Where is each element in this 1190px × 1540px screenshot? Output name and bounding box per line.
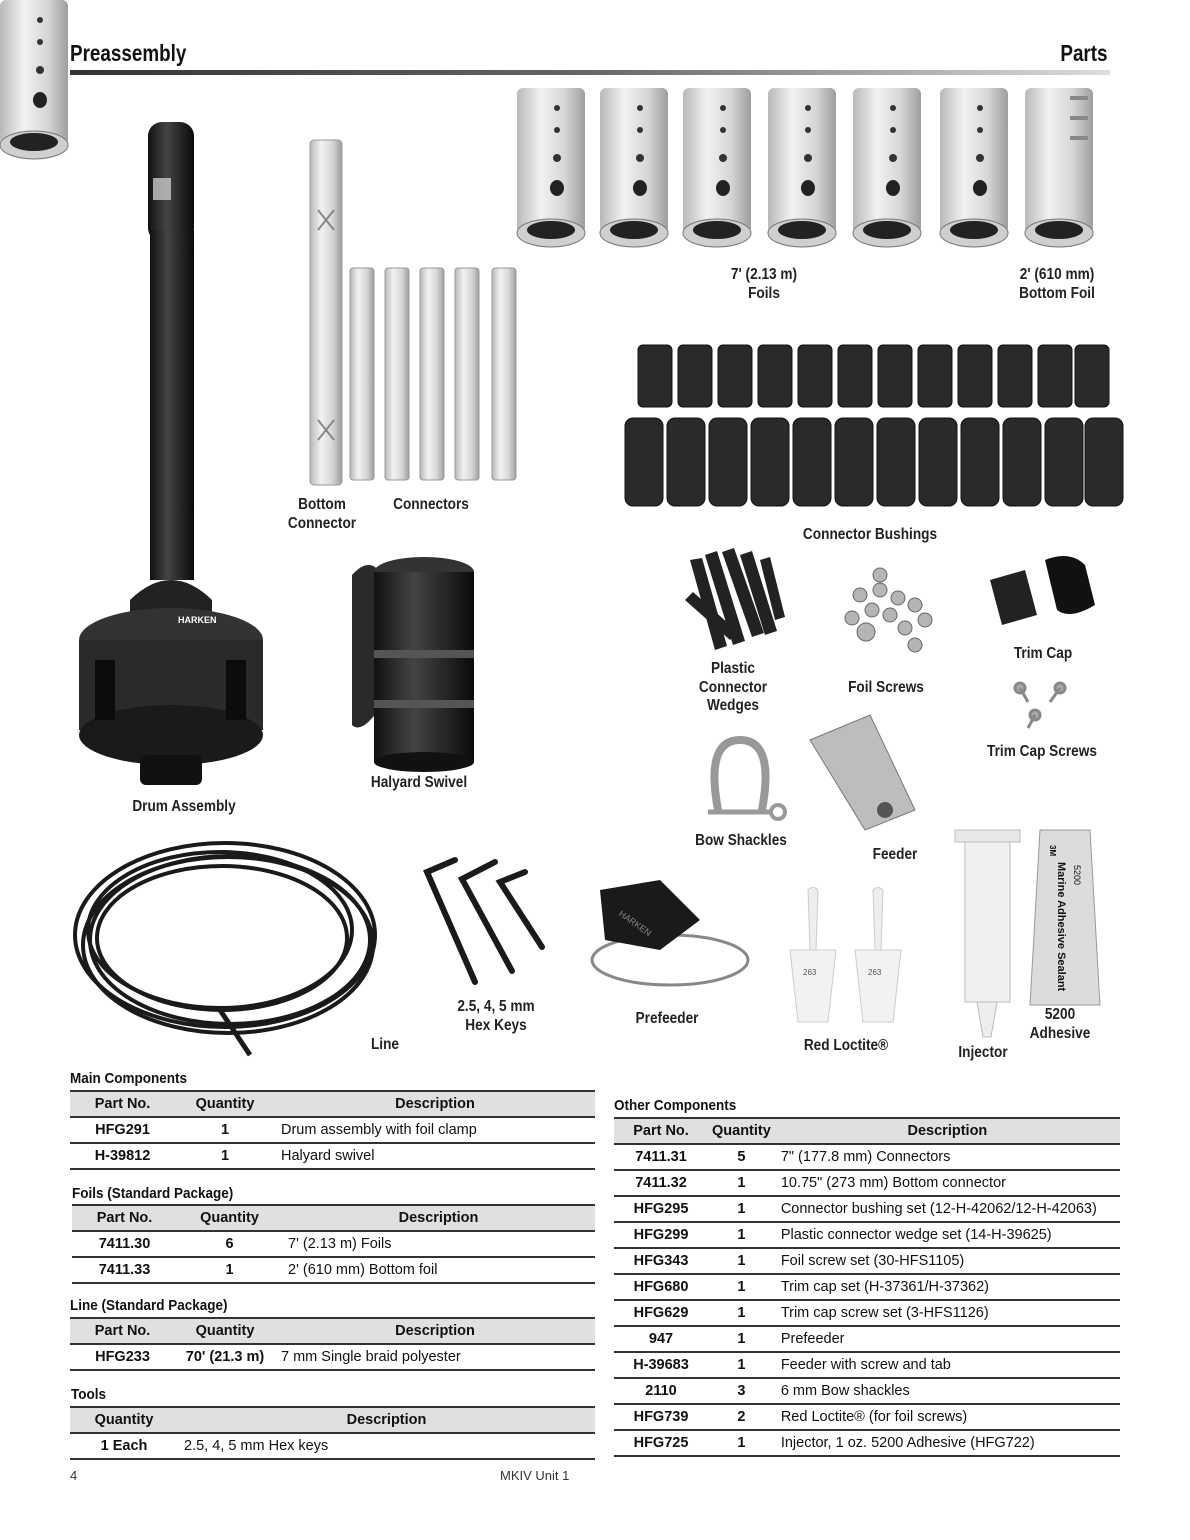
tube-code-text: 5200	[1072, 865, 1082, 886]
label-prefeeder: Prefeeder	[635, 1010, 699, 1027]
quantity-cell: 1	[177, 1257, 282, 1283]
trim-cap-screws-image	[1015, 683, 1065, 728]
label-trim-cap: Trim Cap	[1013, 645, 1073, 662]
table-row	[70, 1433, 595, 1459]
label-foil-screws: Foil Screws	[848, 679, 924, 696]
label-drum-assembly: Drum Assembly	[132, 798, 236, 815]
page-category: Parts	[1060, 40, 1108, 66]
quantity-cell: 5	[708, 1144, 775, 1170]
quantity-cell: 1	[175, 1143, 275, 1169]
part-no-cell: HFG291	[70, 1117, 175, 1143]
col-description: Description	[275, 1318, 595, 1344]
drum-brand-text: HARKEN	[178, 615, 217, 625]
description-cell: 6 mm Bow shackles	[775, 1378, 1120, 1404]
quantity-cell: 6	[177, 1231, 282, 1257]
table-row	[72, 1231, 595, 1257]
col-quantity: Quantity	[70, 1407, 178, 1433]
foil-screws-image	[845, 568, 932, 652]
description-cell: 2' (610 mm) Bottom foil	[282, 1257, 595, 1283]
table-header-row	[614, 1118, 1120, 1144]
table-row	[614, 1222, 1120, 1248]
description-cell: Drum assembly with foil clamp	[275, 1117, 595, 1143]
table-row	[70, 1143, 595, 1169]
table-row	[70, 1117, 595, 1143]
injector-image	[955, 830, 1020, 1037]
loctite-code-text-2: 263	[868, 968, 882, 977]
description-cell: 7' (2.13 m) Foils	[282, 1231, 595, 1257]
table-row	[614, 1378, 1120, 1404]
col-description: Description	[275, 1091, 595, 1117]
part-no-cell: H-39683	[614, 1352, 708, 1378]
part-no-cell: 7411.31	[614, 1144, 708, 1170]
prefeeder-brand-text: HARKEN	[616, 908, 654, 939]
quantity-cell: 2	[708, 1404, 775, 1430]
part-no-cell: HFG295	[614, 1196, 708, 1222]
description-cell: 7 mm Single braid polyester	[275, 1344, 595, 1370]
table-header-row	[70, 1318, 595, 1344]
quantity-cell: 1	[708, 1196, 775, 1222]
feeder-image	[810, 715, 915, 830]
table-row	[614, 1170, 1120, 1196]
quantity-cell: 1	[175, 1117, 275, 1143]
table-row	[614, 1430, 1120, 1456]
part-no-cell: HFG629	[614, 1300, 708, 1326]
label-bottom-foil: 2' (610 mm) Bottom Foil	[1019, 266, 1095, 302]
main-components-table	[70, 1090, 595, 1170]
quantity-cell: 1	[708, 1274, 775, 1300]
table-row	[614, 1248, 1120, 1274]
part-no-cell: 7411.30	[72, 1231, 177, 1257]
hex-keys-image	[427, 860, 542, 982]
col-part-no: Part No.	[70, 1318, 175, 1344]
col-quantity: Quantity	[177, 1205, 282, 1231]
tools-title: Tools	[71, 1386, 107, 1403]
col-description: Description	[282, 1205, 595, 1231]
description-cell: Trim cap set (H-37361/H-37362)	[775, 1274, 1120, 1300]
label-adhesive: 5200 Adhesive	[1029, 1006, 1091, 1042]
label-bow-shackles: Bow Shackles	[695, 832, 787, 849]
quantity-cell: 1 Each	[70, 1433, 178, 1459]
part-no-cell: HFG739	[614, 1404, 708, 1430]
label-halyard-swivel: Halyard Swivel	[370, 774, 468, 791]
table-row	[614, 1196, 1120, 1222]
col-description: Description	[178, 1407, 595, 1433]
label-hex-keys: 2.5, 4, 5 mm Hex Keys	[457, 998, 535, 1034]
table-header-row	[70, 1407, 595, 1433]
other-components-title: Other Components	[614, 1097, 737, 1114]
table-header-row	[70, 1091, 595, 1117]
quantity-cell: 1	[708, 1326, 775, 1352]
other-components-table	[614, 1117, 1120, 1457]
label-bottom-connector: Bottom Connector	[287, 496, 357, 532]
table-header-row	[72, 1205, 595, 1231]
quantity-cell: 1	[708, 1352, 775, 1378]
connectors-image	[310, 140, 516, 485]
description-cell: Trim cap screw set (3-HFS1126)	[775, 1300, 1120, 1326]
description-cell: Foil screw set (30-HFS1105)	[775, 1248, 1120, 1274]
label-injector: Injector	[958, 1044, 1008, 1061]
part-no-cell: H-39812	[70, 1143, 175, 1169]
unit-label: MKIV Unit 1	[500, 1468, 570, 1483]
description-cell: Halyard swivel	[275, 1143, 595, 1169]
label-connectors: Connectors	[393, 496, 469, 513]
label-wedges: Plastic Connector Wedges	[698, 660, 768, 714]
part-no-cell: 7411.32	[614, 1170, 708, 1196]
quantity-cell: 3	[708, 1378, 775, 1404]
description-cell: Feeder with screw and tab	[775, 1352, 1120, 1378]
description-cell: Plastic connector wedge set (14-H-39625)	[775, 1222, 1120, 1248]
quantity-cell: 1	[708, 1430, 775, 1456]
col-description: Description	[775, 1118, 1120, 1144]
quantity-cell: 70' (21.3 m)	[175, 1344, 275, 1370]
bow-shackle-image	[708, 740, 785, 819]
tube-text: Marine Adhesive Sealant	[1055, 862, 1067, 992]
label-connector-bushings: Connector Bushings	[802, 526, 938, 543]
label-trim-cap-screws: Trim Cap Screws	[987, 743, 1097, 760]
part-no-cell: 7411.33	[72, 1257, 177, 1283]
table-row	[614, 1300, 1120, 1326]
col-part-no: Part No.	[614, 1118, 708, 1144]
tools-table	[70, 1406, 595, 1460]
line-package-table	[70, 1317, 595, 1371]
description-cell: Red Loctite® (for foil screws)	[775, 1404, 1120, 1430]
adhesive-tube-image	[1030, 830, 1100, 1005]
quantity-cell: 1	[708, 1170, 775, 1196]
line-package-title: Line (Standard Package)	[70, 1297, 228, 1314]
quantity-cell: 1	[708, 1222, 775, 1248]
part-no-cell: HFG233	[70, 1344, 175, 1370]
table-row	[614, 1326, 1120, 1352]
col-part-no: Part No.	[70, 1091, 175, 1117]
col-quantity: Quantity	[175, 1318, 275, 1344]
part-no-cell: HFG343	[614, 1248, 708, 1274]
label-foils: 7' (2.13 m) Foils	[730, 266, 798, 302]
description-cell: 10.75" (273 mm) Bottom connector	[775, 1170, 1120, 1196]
foils-package-title: Foils (Standard Package)	[72, 1185, 234, 1202]
table-row	[614, 1144, 1120, 1170]
line-coil-image	[75, 843, 375, 1055]
section-title: Preassembly	[70, 40, 187, 66]
description-cell: Prefeeder	[775, 1326, 1120, 1352]
part-no-cell: HFG299	[614, 1222, 708, 1248]
drum-assembly-image	[79, 122, 263, 785]
prefeeder-image	[592, 880, 748, 985]
part-no-cell: HFG725	[614, 1430, 708, 1456]
loctite-code-text-1: 263	[803, 968, 817, 977]
description-cell: 7" (177.8 mm) Connectors	[775, 1144, 1120, 1170]
wedges-image	[685, 548, 785, 650]
part-no-cell: 2110	[614, 1378, 708, 1404]
table-row	[614, 1352, 1120, 1378]
label-line: Line	[370, 1036, 400, 1053]
main-components-title: Main Components	[70, 1070, 187, 1087]
part-no-cell: 947	[614, 1326, 708, 1352]
table-row	[614, 1404, 1120, 1430]
foils-package-table	[72, 1204, 595, 1284]
halyard-swivel-image	[352, 557, 474, 772]
label-red-loctite: Red Loctite®	[803, 1037, 889, 1054]
label-feeder: Feeder	[872, 846, 918, 863]
description-cell: 2.5, 4, 5 mm Hex keys	[178, 1433, 595, 1459]
col-part-no: Part No.	[72, 1205, 177, 1231]
col-quantity: Quantity	[708, 1118, 775, 1144]
description-cell: Connector bushing set (12-H-42062/12-H-42063)	[775, 1196, 1120, 1222]
tube-brand-text: 3M	[1048, 845, 1057, 857]
table-row	[614, 1274, 1120, 1300]
col-quantity: Quantity	[175, 1091, 275, 1117]
quantity-cell: 1	[708, 1300, 775, 1326]
red-loctite-image	[790, 888, 901, 1023]
page-number: 4	[70, 1468, 78, 1483]
trim-cap-image	[990, 556, 1095, 625]
quantity-cell: 1	[708, 1248, 775, 1274]
description-cell: Injector, 1 oz. 5200 Adhesive (HFG722)	[775, 1430, 1120, 1456]
table-row	[72, 1257, 595, 1283]
part-no-cell: HFG680	[614, 1274, 708, 1300]
connector-bushings-image	[625, 345, 1123, 506]
table-row	[70, 1344, 595, 1370]
